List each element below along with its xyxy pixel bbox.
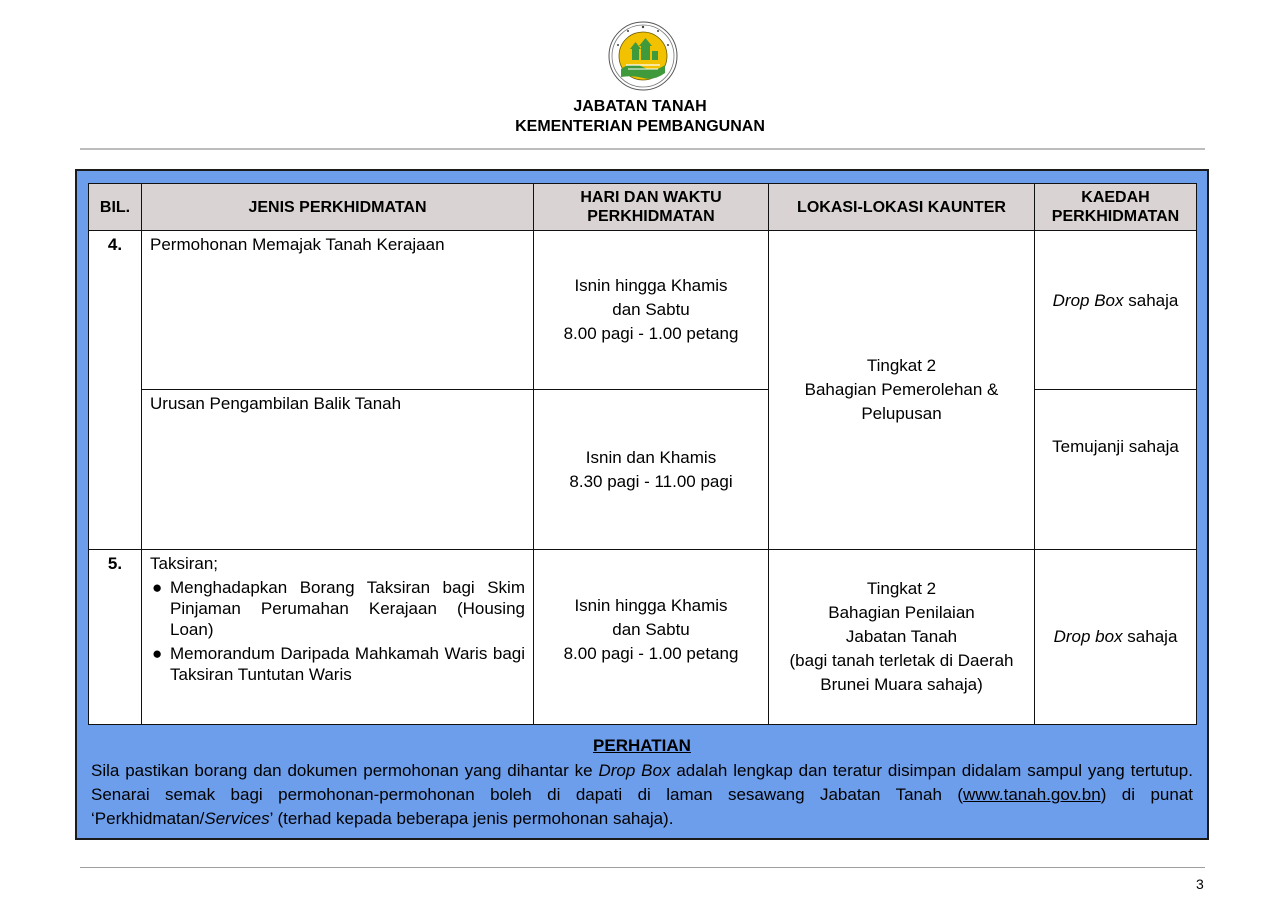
row-number: 5.	[89, 550, 142, 725]
hours-line: dan Sabtu	[612, 620, 690, 639]
table-header-row	[89, 184, 1197, 231]
bullet-icon: ●	[152, 578, 163, 597]
location-line: Pelupusan	[861, 404, 942, 423]
notice-emphasis: Drop Box	[598, 761, 671, 780]
list-item	[150, 643, 525, 685]
bullet-text: Menghadapkan Borang Taksiran bagi Skim Pinjaman Perumahan Kerajaan (Housing Loan)	[170, 578, 525, 639]
website-link[interactable]: www.tanah.gov.bn	[963, 785, 1101, 804]
col-header-location: LOKASI-LOKASI KAUNTER	[769, 184, 1035, 231]
service-method	[1035, 231, 1197, 390]
hours-line: dan Sabtu	[612, 300, 690, 319]
hours-line: 8.30 pagi - 11.00 pagi	[569, 471, 733, 491]
service-bullet-list	[150, 577, 525, 685]
notice-text-part: ’ (terhad kepada beberapa jenis permohonan sahaja).	[269, 809, 674, 828]
table-row	[89, 231, 1197, 390]
method-suffix: sahaja	[1122, 627, 1178, 646]
list-item	[150, 577, 525, 640]
col-header-method: KAEDAH PERKHIDMATAN	[1035, 184, 1197, 231]
notice-text-part: Sila pastikan borang dan dokumen permohonan yang dihantar ke	[91, 761, 599, 780]
page-number: 3	[1196, 876, 1204, 892]
hours-line: Isnin hingga Khamis	[574, 596, 728, 615]
method-suffix: sahaja	[1123, 291, 1179, 310]
notice-text-part: ) di punat ‘Perkhidmatan/	[91, 785, 1193, 828]
location-line: Jabatan Tanah	[845, 627, 958, 646]
notice-text-part: adalah lengkap dan teratur disimpan didalam sampul yang tertutup. Senarai semak bagi permohonan-permohonan boleh di dapati di laman sesawang Jabatan Tanah (	[91, 761, 1193, 804]
service-name: Urusan Pengambilan Balik Tanah	[142, 390, 534, 550]
footer-divider	[80, 867, 1205, 868]
service-method: Temujanji sahaja	[1035, 390, 1197, 550]
jabatan-tanah-logo	[608, 21, 678, 91]
header-divider	[80, 148, 1205, 150]
method-emphasis: Drop box	[1053, 627, 1123, 646]
method-emphasis: Drop Box	[1052, 291, 1124, 310]
service-method	[1035, 550, 1197, 725]
col-header-bil: BIL.	[89, 184, 142, 231]
service-name	[142, 550, 534, 725]
hours-line: Isnin dan Khamis	[585, 447, 717, 467]
service-name: Permohonan Memajak Tanah Kerajaan	[142, 231, 534, 390]
service-hours	[534, 231, 769, 390]
bullet-text: Memorandum Daripada Mahkamah Waris bagi Taksiran Tuntutan Waris	[170, 644, 525, 684]
row-number: 4.	[89, 231, 142, 550]
services-table	[88, 183, 1197, 725]
hours-line: Isnin hingga Khamis	[574, 276, 728, 295]
location-line: Brunei Muara sahaja)	[820, 675, 983, 694]
notice-text	[91, 759, 1193, 831]
location-line: Tingkat 2	[866, 579, 937, 598]
notice-title: PERHATIAN	[593, 736, 691, 755]
service-hours	[534, 550, 769, 725]
service-hours	[534, 390, 769, 550]
location-line: Tingkat 2	[866, 356, 937, 375]
bullet-icon: ●	[152, 644, 163, 663]
location-line: Bahagian Pemerolehan &	[804, 380, 999, 399]
service-title: Taksiran;	[150, 554, 219, 573]
table-row	[89, 550, 1197, 725]
counter-location	[769, 550, 1035, 725]
col-header-hours: HARI DAN WAKTU PERKHIDMATAN	[534, 184, 769, 231]
notice-emphasis: Services	[204, 809, 270, 828]
counter-location	[769, 231, 1035, 550]
location-line: Bahagian Penilaian	[828, 603, 975, 622]
col-header-service: JENIS PERKHIDMATAN	[142, 184, 534, 231]
services-panel	[75, 169, 1209, 840]
header-org-name: JABATAN TANAH	[573, 98, 707, 115]
hours-line: 8.00 pagi - 1.00 petang	[563, 324, 739, 343]
location-line: (bagi tanah terletak di Daerah	[789, 651, 1014, 670]
hours-line: 8.00 pagi - 1.00 petang	[563, 644, 739, 663]
header-ministry-name: KEMENTERIAN PEMBANGUNAN	[515, 118, 765, 135]
